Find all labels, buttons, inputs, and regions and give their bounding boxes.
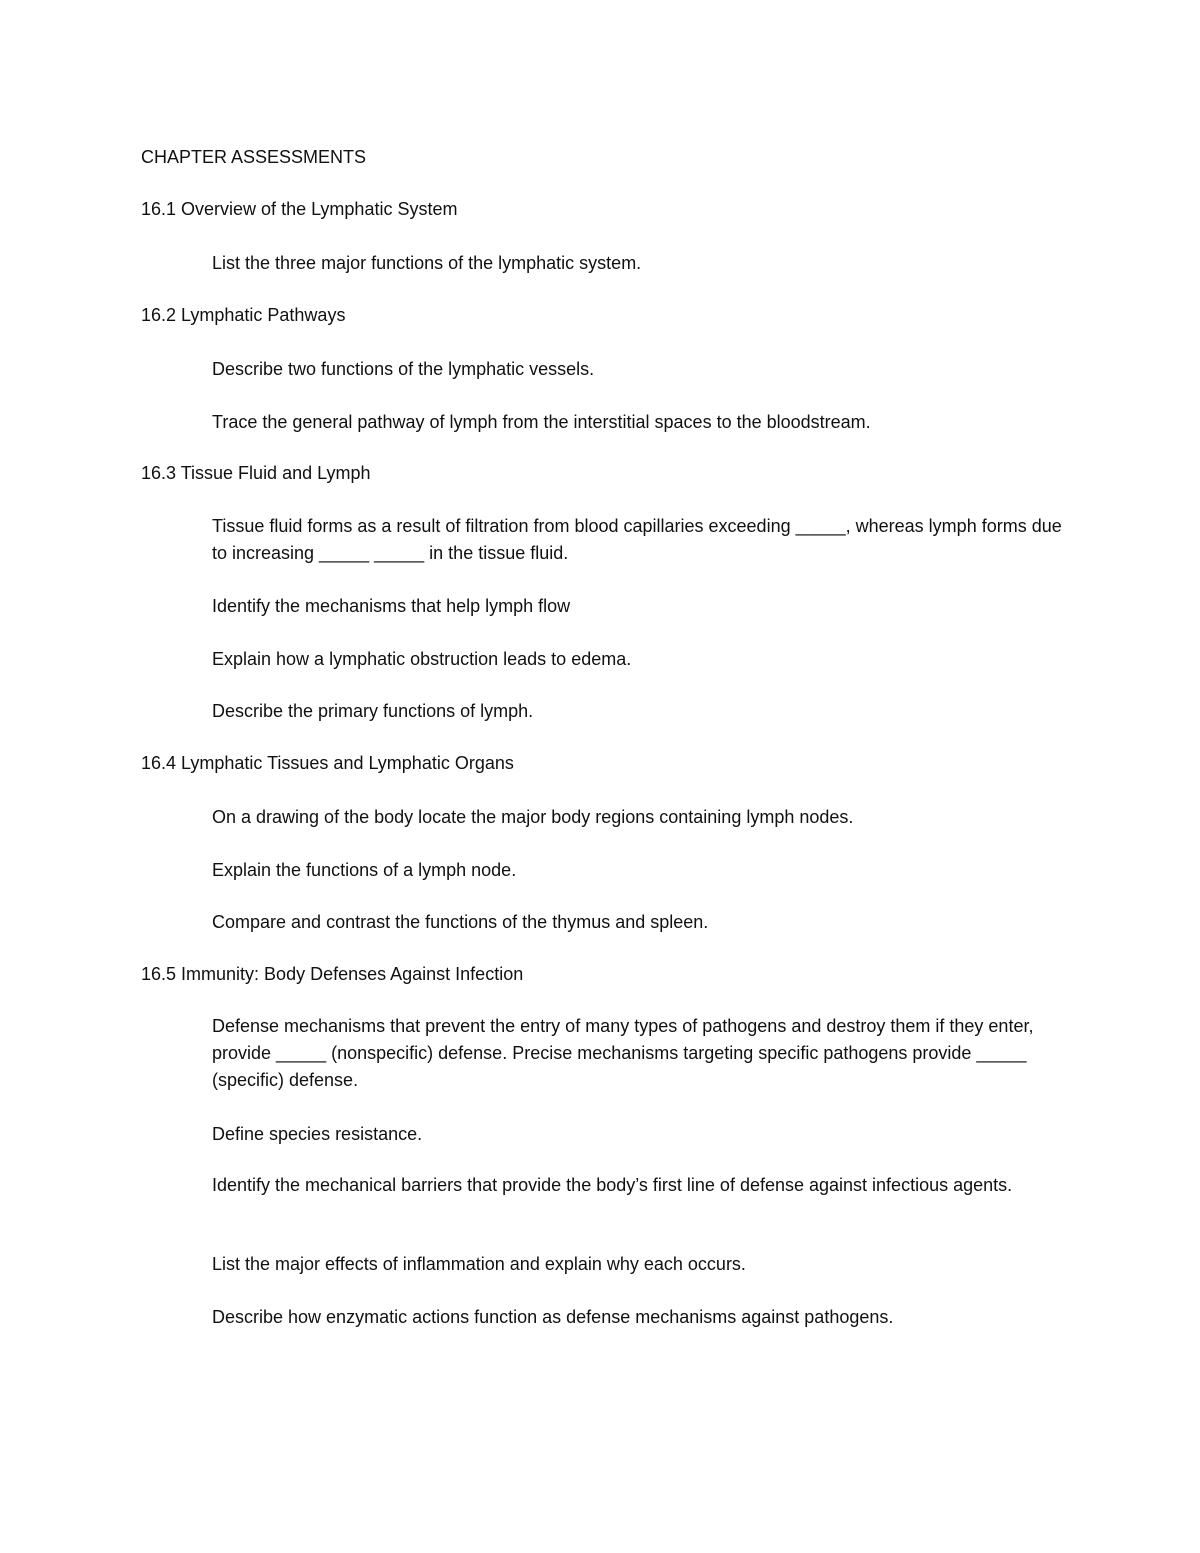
question-16-3-a: Tissue fluid forms as a result of filtration from blood capillaries exceeding _____, whereas lymph forms due to increasing _____ _____ in the tissue fluid. xyxy=(212,516,1062,563)
question-16-5-e: Describe how enzymatic actions function as defense mechanisms against pathogens. xyxy=(212,1307,894,1327)
question-16-5-c: Identify the mechanical barriers that provide the body’s first line of defense against infectious agents. xyxy=(212,1175,1013,1195)
question-16-3-b: Identify the mechanisms that help lymph flow xyxy=(212,596,571,616)
question-16-5-a: Defense mechanisms that prevent the entry of many types of pathogens and destroy them if they enter, provide _____ (nonspecific) defense. Precise mechanisms targeting specific pathogens provide _____ (specific) defense. xyxy=(212,1016,1034,1090)
section-heading-16-3: 16.3 Tissue Fluid and Lymph xyxy=(141,463,371,483)
question-16-3-c: Explain how a lymphatic obstruction leads to edema. xyxy=(212,649,632,669)
question-16-2-b: Trace the general pathway of lymph from the interstitial spaces to the bloodstream. xyxy=(212,412,871,432)
question-16-5-d: List the major effects of inflammation and explain why each occurs. xyxy=(212,1254,746,1274)
question-16-5-b: Define species resistance. xyxy=(212,1124,423,1144)
section-heading-16-4: 16.4 Lymphatic Tissues and Lymphatic Organs xyxy=(141,753,514,773)
question-16-3-d: Describe the primary functions of lymph. xyxy=(212,701,534,721)
question-16-4-b: Explain the functions of a lymph node. xyxy=(212,860,517,880)
question-16-4-a: On a drawing of the body locate the major body regions containing lymph nodes. xyxy=(212,807,854,827)
section-heading-16-1: 16.1 Overview of the Lymphatic System xyxy=(141,199,458,219)
document-title: CHAPTER ASSESSMENTS xyxy=(141,147,367,167)
question-16-4-c: Compare and contrast the functions of the thymus and spleen. xyxy=(212,912,709,932)
section-heading-16-2: 16.2 Lymphatic Pathways xyxy=(141,305,346,325)
section-heading-16-5: 16.5 Immunity: Body Defenses Against Infection xyxy=(141,964,524,984)
question-16-2-a: Describe two functions of the lymphatic vessels. xyxy=(212,359,595,379)
question-16-1-a: List the three major functions of the lymphatic system. xyxy=(212,253,642,273)
